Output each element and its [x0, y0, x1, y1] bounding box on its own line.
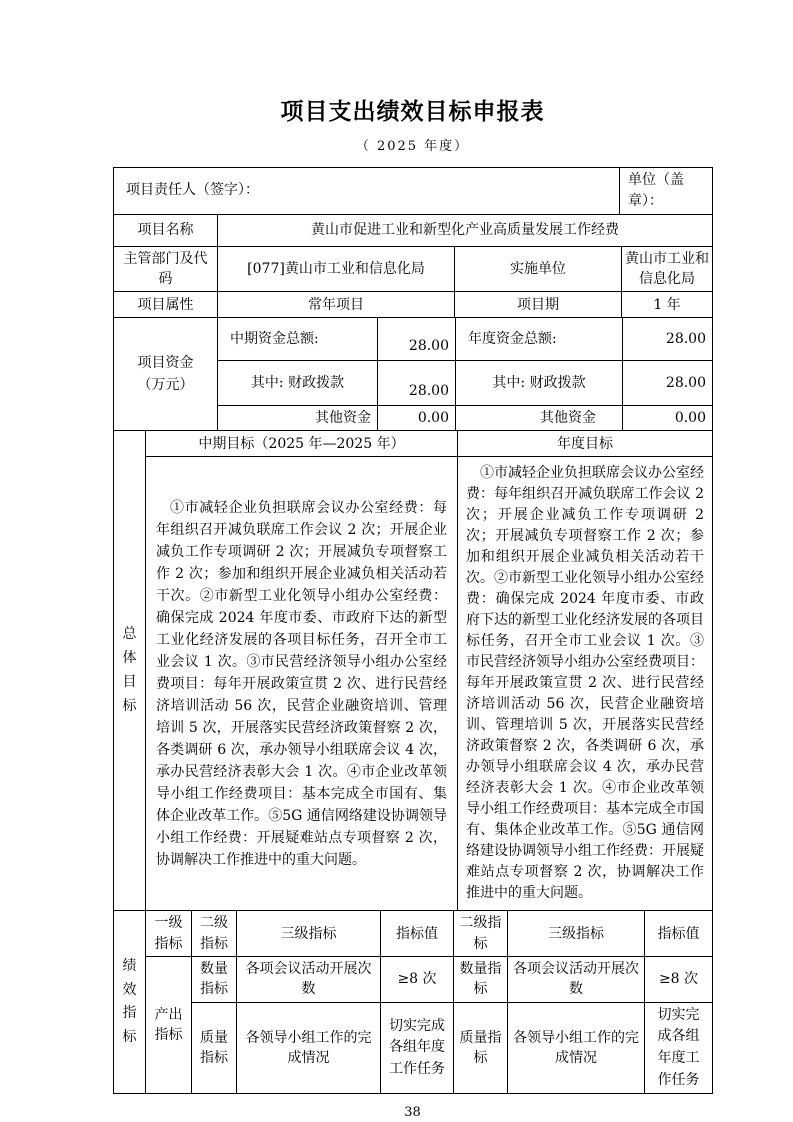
year-other-value: 0.00 — [623, 406, 713, 431]
document-sheet — [113, 0, 712, 1120]
value-header: 指标值 — [381, 911, 454, 957]
department-table — [113, 246, 713, 293]
page-number: 38 — [404, 1105, 421, 1121]
mid-term-goal-text: ①市减轻企业负担联席会议办公室经费：每年组织召开减负联席工作会议 2 次；开展企业减负工作专项调研 2 次；开展减负专项督察工作 2 次；参加和组织开展企业减负相关活动若干次。②市新型工业化领导小组办公室经费：确保完成 2024 年度市委、市政府下达的新型工业化经济发展的各项目标任务，召开全市工业会议 1 次。③市民营经济领导小组办公室经费项目：每年开展政策宣贯 2 次、进行民营经济培训活动 56 次，民营企业融资培训、管理培训 5 次，开展落实民营经济政策督察 2 次，各类调研 6 次，承办领导小组联席会议 4 次，承办民营经济表彰大会 1 次。④市企业改革领导小组工作经费项目：基本完成全市国有、集体企业改革工作。⑤5G 通信网络建设协调领导小组工作经费：开展疑难站点专项督察 2 次，协调解决工作推进中的重大问题。 — [146, 457, 458, 911]
project-name-label: 项目名称 — [114, 214, 218, 246]
mid-other-label: 其他资金 — [218, 406, 378, 431]
indicators-section-label: 绩效指标 — [114, 911, 146, 1094]
page-subtitle: （ 2025 年度） — [355, 138, 470, 154]
year-total-value: 28.00 — [623, 318, 713, 361]
funds-table — [113, 317, 713, 431]
project-name-table — [113, 214, 713, 247]
period-value: 1 年 — [622, 292, 713, 318]
department-label: 主管部门及代码 — [114, 246, 218, 292]
quality-indicator-label-annual: 质量指标 — [454, 1002, 508, 1094]
mid-other-value: 0.00 — [378, 406, 456, 431]
project-name-value: 黄山市促进工业和新型化产业高质量发展工作经费 — [218, 214, 713, 246]
annual-goal-text: ①市减轻企业负担联席会议办公室经费：每年组织召开减负联席工作会议 2 次；开展企业减负工作专项调研 2 次；开展减负专项督察工作 2 次；参加和组织开展企业减负相关活动若干次。②市新型工业化领导小组办公室经费：确保完成 2024 年度市委、市政府下达的新型工业化经济发展的各项目标任务，召开全市工业会议 1 次。③市民营经济领导小组办公室经费项目：每年开展政策宣贯 2 次、进行民营经济培训活动 56 次，民营企业融资培训、管理培训 5 次，开展落实民营经济政策督察 2 次，各类调研 6 次，承办领导小组联席会议 4 次，承办民营经济表彰大会 1 次。④市企业改革领导小组工作经费项目：基本完成全市国有、集体企业改革工作。⑤5G 通信网络建设协调领导小组工作经费：开展疑难站点专项督察 2 次，协调解决工作推进中的重大问题。 — [458, 457, 713, 911]
unit-seal-label: 单位（盖章）： — [620, 167, 713, 214]
quantity-indicator-label: 数量指标 — [192, 957, 237, 1003]
attribute-label: 项目属性 — [114, 292, 218, 318]
indicators-table — [113, 910, 713, 1094]
quantity-indicator-label-annual: 数量指标 — [454, 957, 508, 1003]
funds-section-label — [114, 318, 218, 431]
quantity-indicator-target-annual: ≥8 次 — [645, 957, 713, 1003]
year-fiscal-value: 28.00 — [623, 361, 713, 406]
period-label: 项目期 — [455, 292, 622, 318]
funds-label-line1: 项目资金 — [137, 354, 194, 371]
mid-term-goal-header: 中期目标（2025 年—2025 年） — [146, 431, 458, 457]
level3-header: 三级指标 — [237, 911, 381, 957]
level1-indicator-value: 产出指标 — [146, 957, 192, 1094]
implementing-unit-label: 实施单位 — [455, 246, 622, 292]
quality-indicator-target: 切实完成各组年度工作任务 — [381, 1002, 454, 1094]
responsible-person-label: 项目责任人（签字）： — [114, 167, 620, 214]
quality-indicator-target-annual: 切实完成各组年度工作任务 — [645, 1002, 713, 1094]
year-total-label: 年度资金总额: — [456, 318, 623, 361]
overall-goals-table — [113, 430, 713, 911]
year-other-label: 其他资金 — [456, 406, 623, 431]
quantity-indicator-name: 各项会议活动开展次数 — [237, 957, 381, 1003]
mid-fiscal-label: 其中: 财政拨款 — [218, 361, 378, 406]
annual-goal-header: 年度目标 — [458, 431, 713, 457]
header-row-table — [113, 167, 713, 215]
level2-header: 二级指标 — [192, 911, 237, 957]
implementing-unit-value: 黄山市工业和信息化局 — [622, 246, 713, 292]
mid-total-value: 28.00 — [378, 318, 456, 361]
level3-header-annual: 三级指标 — [508, 911, 645, 957]
value-header-annual: 指标值 — [645, 911, 713, 957]
attribute-table — [113, 291, 713, 318]
mid-total-label: 中期资金总额: — [218, 318, 378, 361]
quality-indicator-name: 各领导小组工作的完成情况 — [237, 1002, 381, 1094]
quantity-indicator-name-annual: 各项会议活动开展次数 — [508, 957, 645, 1003]
department-value: [077]黄山市工业和信息化局 — [218, 246, 455, 292]
quantity-indicator-target: ≥8 次 — [381, 957, 454, 1003]
mid-fiscal-value: 28.00 — [378, 361, 456, 406]
quality-indicator-name-annual: 各领导小组工作的完成情况 — [508, 1002, 645, 1094]
level1-header: 一级指标 — [146, 911, 192, 957]
quality-indicator-label: 质量指标 — [192, 1002, 237, 1094]
year-fiscal-label: 其中: 财政拨款 — [456, 361, 623, 406]
page-title: 项目支出绩效目标申报表 — [280, 98, 545, 125]
level2-header-annual: 二级指标 — [454, 911, 508, 957]
funds-label-line2: （万元） — [137, 377, 194, 394]
attribute-value: 常年项目 — [218, 292, 455, 318]
overall-goals-section-label: 总体目标 — [114, 431, 146, 911]
